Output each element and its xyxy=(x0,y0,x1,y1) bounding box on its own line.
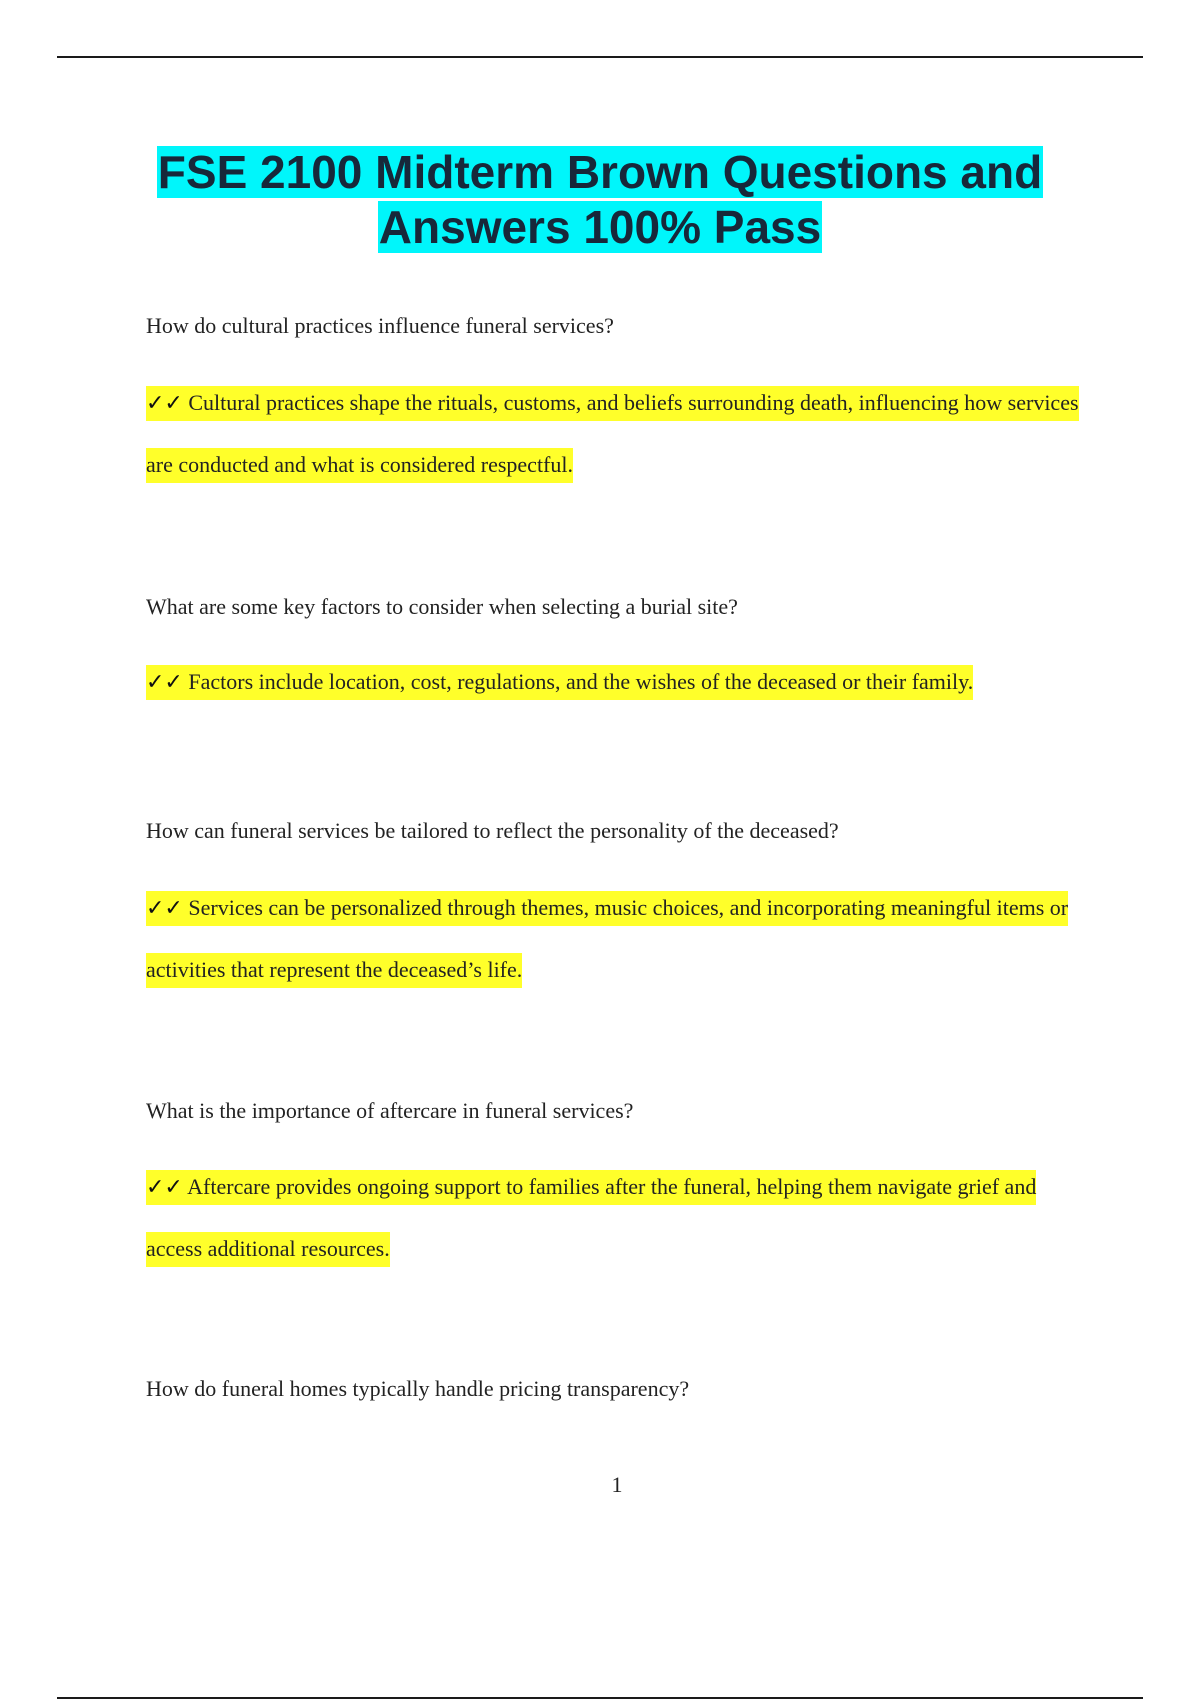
check-icon: ✓✓ xyxy=(146,670,183,695)
question-5: How do funeral homes typically handle pricing transparency? xyxy=(146,1376,690,1401)
answer-1-text: Cultural practices shape the rituals, customs, and beliefs surrounding death, influencing how services are conducted and what is considered respectful. xyxy=(146,390,1079,477)
question-3: How can funeral services be tailored to reflect the personality of the deceased? xyxy=(146,818,839,843)
check-icon: ✓✓ xyxy=(146,391,183,416)
document-title xyxy=(100,145,1100,255)
answer-4 xyxy=(146,1156,1086,1279)
check-icon: ✓✓ xyxy=(146,1175,183,1200)
question-4: What is the importance of aftercare in funeral services? xyxy=(146,1098,634,1123)
answer-3-text: Services can be personalized through themes, music choices, and incorporating meaningful items or activities that represent the deceased’s life. xyxy=(146,895,1069,982)
answer-3-highlight xyxy=(146,891,1068,988)
top-rule xyxy=(57,56,1143,58)
answer-2-text: Factors include location, cost, regulations, and the wishes of the deceased or their family. xyxy=(188,669,974,694)
answer-1 xyxy=(146,372,1086,495)
answer-2 xyxy=(146,651,1086,713)
question-2: What are some key factors to consider when selecting a burial site? xyxy=(146,594,738,619)
answer-4-highlight xyxy=(146,1170,1036,1267)
answer-2-highlight xyxy=(146,665,973,700)
bottom-rule xyxy=(57,1697,1143,1699)
answer-4-text: Aftercare provides ongoing support to families after the funeral, helping them navigate grief and access additional resources. xyxy=(146,1174,1037,1261)
page-number: 1 xyxy=(611,1472,623,1497)
question-1: How do cultural practices influence funeral services? xyxy=(146,313,614,338)
check-icon: ✓✓ xyxy=(146,896,183,921)
answer-1-highlight xyxy=(146,386,1079,483)
answer-3 xyxy=(146,877,1086,1000)
title-highlight: FSE 2100 Midterm Brown Questions and Answers 100% Pass xyxy=(157,146,1043,253)
